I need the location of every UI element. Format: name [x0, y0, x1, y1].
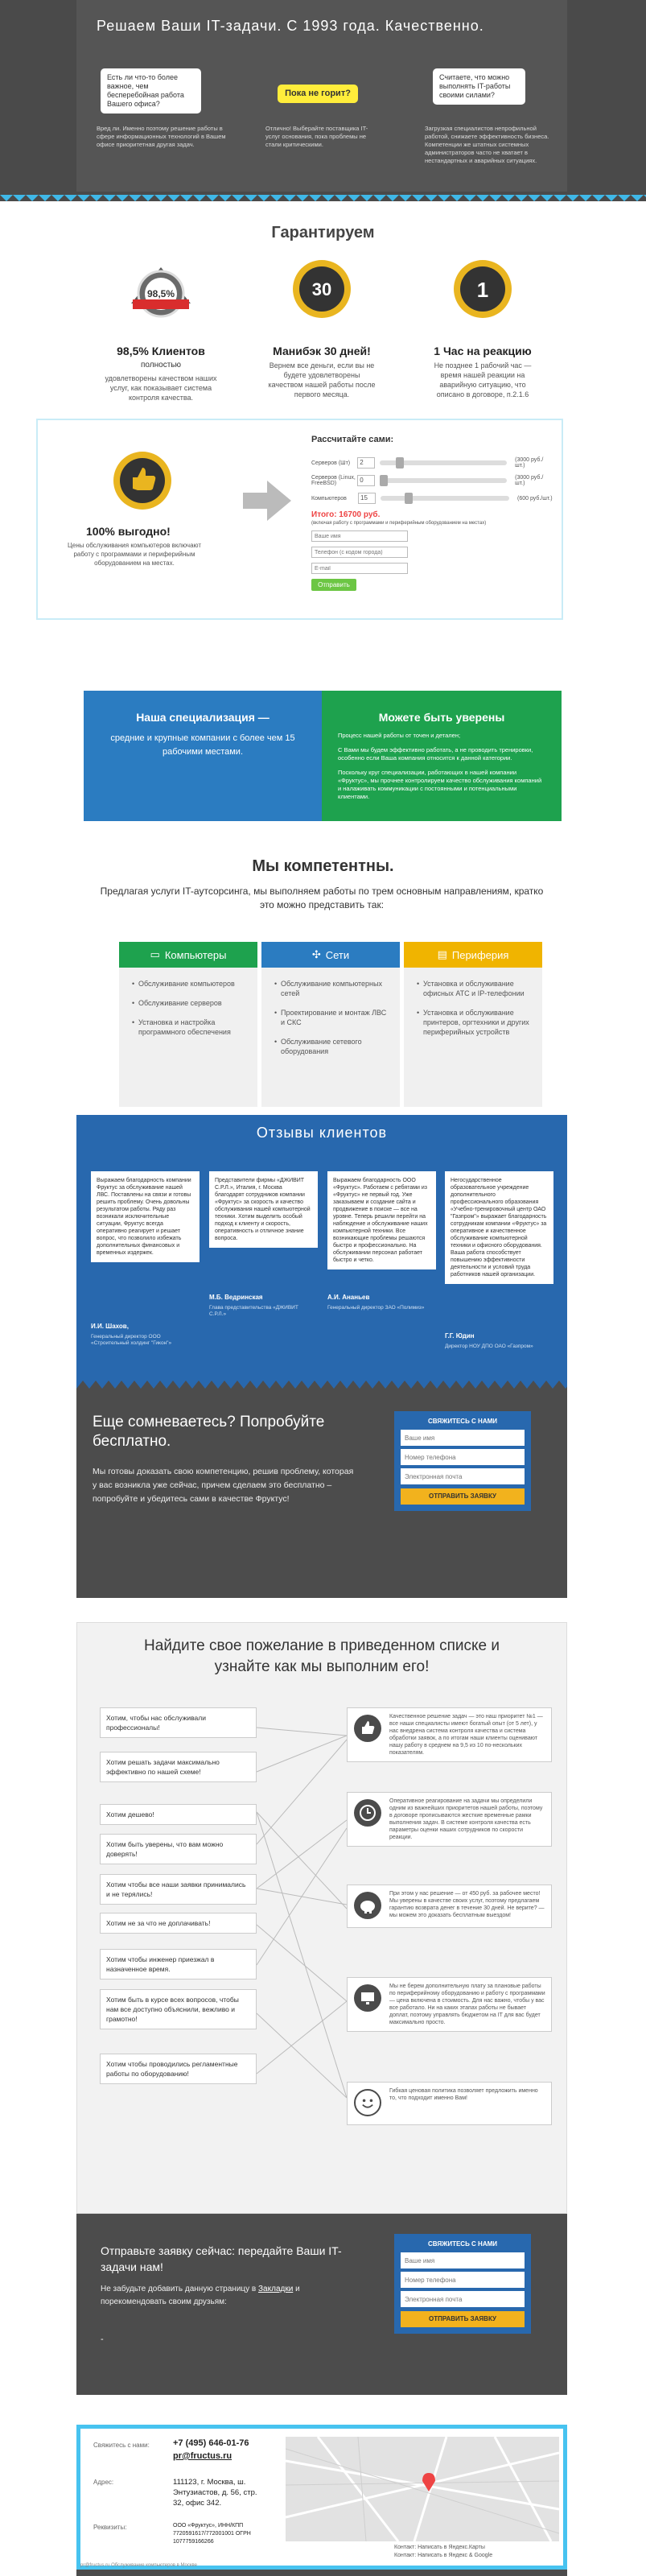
thumbs-up-icon — [354, 1715, 381, 1742]
hero-desc-3: Загрузкая специалистов непрофильной работой, снижаете эффективность бизнеса. Компетенции же штатных системных администраторов часто не хватает в нестандартных и аварийных ситуациях. — [425, 125, 549, 164]
calc-computers-slider[interactable] — [381, 496, 509, 501]
slider-handle[interactable] — [396, 457, 404, 469]
footer-text: pr@fructus.ru Обслуживание компьютеров в Москве — [80, 2563, 197, 2568]
review-author-4: Г.Г. Юдин — [445, 1332, 475, 1340]
review-author-2: М.Б. Ведринская — [209, 1294, 263, 1301]
calc-row-servers — [311, 454, 553, 472]
clock-icon — [354, 1799, 381, 1827]
competence-item: • Установка и обслуживание офисных АТС и IP-телефонии — [417, 979, 529, 998]
calc-row-linux — [311, 472, 553, 489]
review-card-1: Выражаем благодарность компании Фруктус за обслуживание нашей ЛВС. Поставлены на связи и готовы решить проблему. Очень довольны результатом работы. Ряду раз возникали исключительные ситуации, Фруктус всегда оперативно реагирует и решает вопрос, что позволило избежать дополнительных финансовых и временных издержек. — [91, 1171, 200, 1262]
review-author-3: А.И. Ананьев — [327, 1294, 370, 1301]
slider-handle[interactable] — [380, 475, 388, 486]
contact-email-field[interactable] — [401, 2291, 525, 2307]
wish-item[interactable]: Хотим быть в курсе всех вопросов, чтобы нам все доступно объяснили, вежливо и грамотно! — [100, 1989, 257, 2029]
contact-phone-field[interactable] — [401, 2272, 525, 2288]
thumbs-up-badge-icon — [110, 448, 175, 513]
wish-item[interactable]: Хотим чтобы проводились регламентные работы по оборудованию! — [100, 2054, 257, 2084]
quality-badge-icon — [133, 259, 189, 316]
send-text: Не забудьте добавить данную страницу в Закладки и порекомендовать своим друзьям: — [101, 2285, 300, 2306]
wish-item[interactable]: Хотим не за что не доплачивать! — [100, 1913, 257, 1934]
review-author-1: И.И. Шахов, — [91, 1323, 129, 1330]
competence-col-networks — [261, 942, 400, 1107]
contact-phone-field[interactable] — [401, 1449, 525, 1465]
address-value: 111123, г. Москва, ш. Энтузиастов, д. 56, стр. 32, офис 342. — [173, 2478, 257, 2508]
competence-item: • Обслуживание сетевого оборудования — [274, 1037, 387, 1056]
bookmarks-link[interactable]: Закладки — [258, 2285, 294, 2293]
competence-item: • Обслуживание компьютеров — [132, 979, 245, 989]
competence-col-computers — [119, 942, 257, 1107]
send-request-button[interactable]: ОТПРАВИТЬ ЗАЯВКУ — [401, 2311, 525, 2327]
calc-linux-slider[interactable] — [380, 478, 507, 483]
assurance-list — [322, 732, 562, 801]
calc-servers-input[interactable]: 2 — [357, 457, 375, 469]
guarantee-desc-3: Не позднее 1 рабочий час — время нашей реакции на аварийную ситуацию, что описано в договоре, п.2.1.6 — [434, 361, 532, 398]
guarantee-desc-1: удовлетворены качеством наших услуг, как показывает система контроля качества. — [105, 374, 217, 402]
contact-name-field[interactable] — [401, 2252, 525, 2268]
review-position-2: Глава представительства «ДЖИВИТ С.Р.Л.» — [209, 1305, 298, 1317]
phone-label: Свяжитесь с нами: — [93, 2442, 150, 2449]
trial-text: Мы готовы доказать свою компетенцию, решив проблему, которая у вас возникла уже сейчас, причем сделаем это бесплатно – попробуйте и убедитесь сами в качестве Фруктус! — [93, 1467, 354, 1504]
specialization-section — [84, 691, 562, 821]
competence-item: • Обслуживание компьютерных сетей — [274, 979, 387, 998]
share-placeholder: - — [101, 2334, 104, 2344]
calc-computers-input[interactable]: 15 — [358, 493, 376, 504]
calc-row-computers — [311, 489, 553, 507]
wishes-section — [76, 1622, 567, 2214]
guarantee-desc-2: Вернем все деньги, если вы не будете удовлетворены качеством нашей работы после первого месяца. — [268, 361, 376, 398]
svg-text:1: 1 — [476, 278, 489, 302]
competence-col-header: ▭ Компьютеры — [119, 942, 257, 968]
printer-icon: ▤ — [437, 948, 447, 960]
hero-box-2: Пока не горит? — [278, 85, 358, 103]
zigzag-divider — [0, 192, 646, 203]
map-pin-icon — [422, 2473, 435, 2491]
reviews-section — [76, 1115, 567, 1389]
wishes-title: Найдите свое пожелание в приведенном списке и узнайте как мы выполним его! — [144, 1637, 500, 1675]
review-card-4: Негосударственное образовательное учреждение дополнительного профессионального образования «Учебно-тренировочный центр ОАО "Газпром"» выражает благодарность сотрудникам компании «Фруктус» за оперативное и качественное обслуживание компьютерной техники и офисного оборудования. Ваша работа способствует повышению эффективности деятельности и условий труда работников нашей организации. — [445, 1171, 553, 1284]
network-icon: ✣ — [311, 948, 321, 960]
assurance-item: С Вами мы будем эффективно работать, а не проводить тренировки, особенно если Ваша компания относится к данной категории. — [338, 746, 533, 762]
reaction-badge-icon — [455, 259, 511, 316]
calc-row-label: Компьютеров — [311, 495, 347, 502]
guarantee-title: Гарантируем — [271, 224, 375, 242]
money-back-badge-icon — [294, 259, 350, 316]
guarantee-col-1 — [80, 259, 241, 402]
calc-note: (включая работу с программами и периферийным оборудованием на местах) — [311, 521, 487, 526]
hero-box-3: Считаете, что можно выполнять IT-работы своими силами? — [433, 68, 525, 105]
competence-col-header: ✣ Сети — [261, 942, 400, 968]
requisites-label: Реквизиты: — [93, 2524, 127, 2531]
calc-linux-input[interactable]: 0 — [357, 475, 375, 486]
contact-form — [394, 1411, 531, 1511]
specialization-title: Наша специализация — — [136, 711, 270, 724]
wish-item[interactable]: Хотим чтобы все наши заявки принимались и не терялись! — [100, 1874, 257, 1905]
email-link[interactable]: pr@fructus.ru — [173, 2451, 232, 2461]
answer-card: Качественное решение задач — это наш приоритет №1 — все наши специалисты имеют богатый опыт (от 5 лет), у нас внедрена система контроля качества и система обработки заявок, а по итогам наши клиенты оценивают нашу работу в среднем на 9,5 из 10 по-нескольких показателям. — [347, 1707, 552, 1762]
slider-handle[interactable] — [405, 493, 413, 504]
contact-email-field[interactable] — [401, 1468, 525, 1484]
contact-form-2 — [394, 2234, 531, 2334]
hero-desc-2: Отлично! Выберайте поставщика IT-услуг основания, пока проблемы не стали критическими. — [265, 125, 368, 148]
footer-bar — [76, 2570, 567, 2576]
calc-row-label: Серверов (Шт) — [311, 460, 351, 466]
guarantee-col-2 — [241, 259, 402, 399]
competence-item: • Установка и обслуживание принтеров, оргтехники и других периферийных устройств — [417, 1008, 529, 1037]
calc-phone-field[interactable] — [311, 547, 408, 558]
assurance-title: Можете быть уверены — [378, 711, 505, 724]
answer-card: При этом у нас решение — от 450 руб. за рабочее место! Мы уверены в качестве своих услуг, поэтому предлагаем гарантию возврата денег в течение 30 дней. Не верите? — мы можем это доказать бесплатным выездом! — [347, 1885, 552, 1928]
competence-col-header: ▤ Периферия — [404, 942, 542, 968]
contact-form-title: СВЯЖИТЕСЬ С НАМИ — [427, 1418, 498, 1425]
calc-total: Итого: 16700 руб. — [311, 510, 381, 519]
calc-name-field[interactable] — [311, 530, 408, 542]
review-position-4: Директор НОУ ДПО ОАО «Газпром» — [445, 1344, 533, 1349]
smiley-icon — [354, 2089, 381, 2116]
send-title: Отправьте заявку сейчас: передайте Ваши IT-задачи нам! — [101, 2244, 342, 2273]
hero-title: Решаем Ваши IT-задачи. С 1993 года. Качественно. — [97, 18, 484, 34]
send-request-button[interactable]: ОТПРАВИТЬ ЗАЯВКУ — [401, 1488, 525, 1505]
guarantee-col-3 — [402, 259, 563, 399]
calc-row-price: (3000 руб./шт.) — [515, 475, 544, 486]
wish-item[interactable]: Хотим дешево! — [100, 1804, 257, 1825]
hero-desc-1: Вред ли. Именно поэтому решение работы в сфере информационных технологий в Вашем офисе приоритетная другая задач. — [97, 125, 226, 148]
map-note[interactable]: Контакт: Написать в Яндекс & Google — [394, 2553, 493, 2558]
calc-form — [311, 435, 553, 591]
review-card-2: Представители фирмы «ДЖИВИТ С.Р.Л.», Италия, г. Москва благодарят сотрудников компании «Фруктус» за скорость и качество обслуживания нашей компьютерной техники. Хотим выделить особый подход к клиенту и скорость, оперативность и отличное знание вопроса. — [209, 1171, 318, 1248]
competence-section — [0, 849, 646, 1107]
assurance-panel — [322, 691, 562, 821]
arrow-right-icon — [243, 481, 291, 521]
calc-headline: 100% выгодно! — [86, 525, 171, 538]
answer-card: Мы не берем дополнительную плату за плановые работы по периферийному оборудованию и работу с программами — цена включена в стоимость. Для нас важно, чтобы у вас все работало. Ни на каких этапах работы не бывает доплат, поэтому управлять бюджетом на IT для вас будет максимально просто. — [347, 1977, 552, 2032]
location-map[interactable] — [286, 2437, 559, 2541]
hero-section — [0, 0, 646, 201]
review-position-3: Генеральный директор ЗАО «Полимиз» — [327, 1305, 425, 1311]
monitor-icon — [354, 1984, 381, 2012]
piggy-bank-icon — [354, 1892, 381, 1919]
send-request-section — [76, 2214, 567, 2395]
calc-row-label: Серверов (Linux, FreeBSD) — [311, 475, 356, 486]
calc-headline-desc: Цены обслуживания компьютеров включают работу с программами и периферийным оборудованием на местах. — [67, 542, 202, 567]
assurance-item: Процесс нашей работы от точен и детален; — [338, 732, 461, 739]
assurance-item: Поскольку круг специализации, работающих в нашей компании «Фруктус», мы прочнее контролируем качество обслуживания компаний и налаживать коммуникации с постоянными и потенциальными клиентами. — [338, 769, 542, 800]
trial-section — [76, 1389, 567, 1598]
guarantee-sub-1: полностью — [141, 361, 181, 369]
competence-item: • Установка и настройка программного обеспечения — [132, 1018, 245, 1037]
specialization-panel — [84, 691, 322, 821]
contact-form-title: СВЯЖИТЕСЬ С НАМИ — [427, 2240, 498, 2248]
calc-email-field[interactable] — [311, 563, 408, 574]
hero-box-1: Есть ли что-то более важное, чем бесперебойная работа Вашего офиса? — [101, 68, 201, 114]
competence-col-peripherals — [404, 942, 542, 1107]
specialization-text: средние и крупные компании с более чем 15 рабочими местами. — [110, 733, 295, 757]
svg-text:98,5%: 98,5% — [146, 288, 175, 299]
address-label: Адрес: — [93, 2479, 114, 2486]
guarantee-title-2: Манибэк 30 дней! — [273, 345, 371, 357]
contact-name-field[interactable] — [401, 1430, 525, 1446]
wish-item[interactable]: Хотим быть уверены, что вам можно доверять! — [100, 1834, 257, 1864]
guarantee-section — [0, 203, 646, 414]
svg-text:30: 30 — [311, 279, 332, 299]
guarantee-title-3: 1 Час на реакцию — [434, 345, 532, 357]
requisites-value: ООО «Фруктус», ИНН/КПП 7720591617/772001001 ОГРН 1077759166266 — [173, 2523, 251, 2545]
computer-icon: ▭ — [150, 948, 160, 960]
wish-item[interactable]: Хотим, чтобы нас обслуживали профессионалы! — [100, 1707, 257, 1738]
review-card-3: Выражаем благодарность ООО «Фруктус». Работаем с ребятами из «Фруктус» не первый год. Уже заказываем и создание сайта и продвижение в поиске — все на уровне. Теперь решили перейти на наблюдение и обслуживание наших компьютерной техники. Все возникающие проблемы решаются быстро и профессионально. На обслуживании персонал работает быстро и четко. — [327, 1171, 436, 1269]
calc-row-price: (3000 руб./шт.) — [515, 457, 544, 469]
contacts-section — [76, 2425, 567, 2570]
competence-lead: Предлагая услуги IT-аутсорсинга, мы выполняем работы по трем основным направлениям, кратко это можно представить так: — [100, 886, 544, 910]
map-note[interactable]: Контакт: Написать в Яндекс.Карты — [394, 2545, 485, 2550]
calc-submit-button[interactable]: Отправить — [311, 579, 356, 591]
wish-item[interactable]: Хотим чтобы инженер приезжал в назначенное время. — [100, 1949, 257, 1979]
zigzag-divider — [76, 1377, 567, 1389]
answer-card: Гибкая ценовая политика позволяет предложить именно то, что подходит именно Вам! — [347, 2082, 552, 2125]
wish-item[interactable]: Хотим решать задачи максимально эффективно по нашей схеме! — [100, 1752, 257, 1782]
competence-title: Мы компетентны. — [252, 857, 394, 875]
calc-title: Рассчитайте сами: — [311, 435, 394, 444]
review-position-1: Генеральный директор ООО «Строительный холдинг "Гикон"» — [91, 1334, 172, 1346]
calc-servers-slider[interactable] — [380, 460, 507, 465]
competence-item: • Обслуживание серверов — [132, 998, 245, 1008]
calculator-section — [36, 419, 563, 620]
guarantee-title-1: 98,5% Клиентов — [117, 345, 205, 357]
calc-row-price: (600 руб./шт.) — [517, 495, 553, 502]
competence-item: • Проектирование и монтаж ЛВС и СКС — [274, 1008, 387, 1027]
answer-card: Оперативное реагирование на задачи мы определили одним из важнейших приоритетов нашей работы, поэтому в договоре прописываются жесткие временные рамки выполнения задач. В системе контроля качества есть параметры оценки наших сотрудников по скорости реакции. — [347, 1792, 552, 1847]
reviews-title: Отзывы клиентов — [256, 1125, 388, 1141]
trial-title: Еще сомневаетесь? Попробуйте бесплатно. — [93, 1414, 325, 1450]
phone-number[interactable]: +7 (495) 646-01-76 — [173, 2438, 249, 2448]
